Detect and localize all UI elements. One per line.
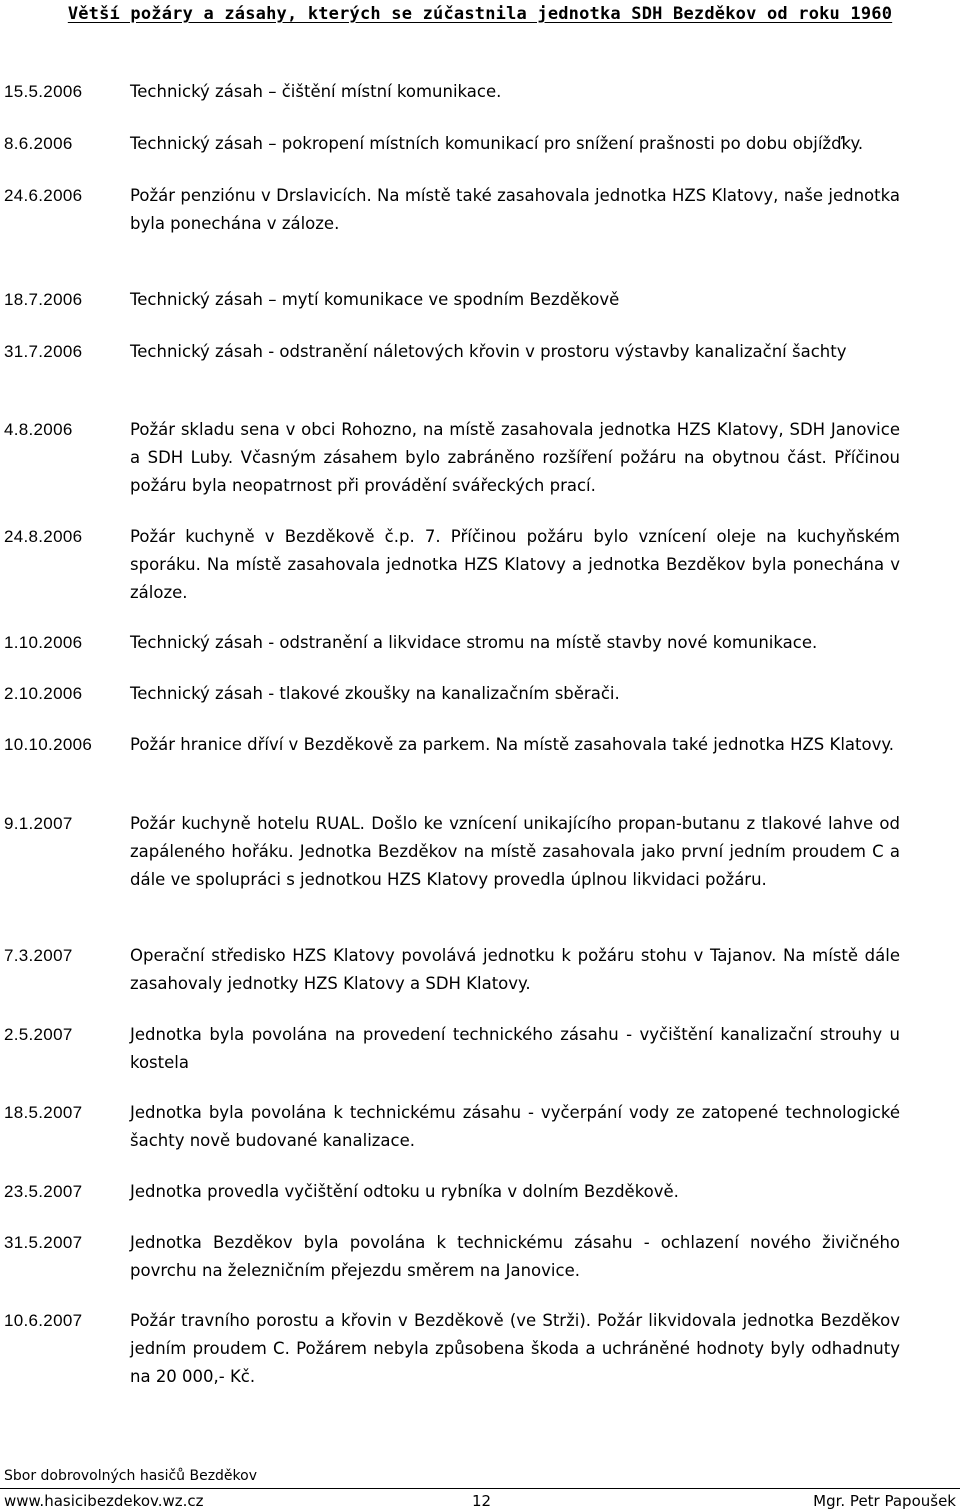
incident-description: Požár travního porostu a křovin v Bezděkově (ve Strži). Požár likvidovala jednotka Bezděkov jedním proudem C. Požárem nebyla způsobena škoda a uchráněné hodnoty byly odhadnuty na 20 000,- Kč.	[130, 1311, 900, 1386]
footer-website-link[interactable]: www.hasicibezdekov.wz.cz	[4, 1492, 204, 1510]
incident-date: 24.8.2006	[4, 527, 83, 546]
incident-description: Technický zásah - tlakové zkoušky na kanalizačním sběrači.	[130, 684, 620, 703]
incident-date: 9.1.2007	[4, 814, 73, 833]
incident-description: Požár skladu sena v obci Rohozno, na místě zasahovala jednotka HZS Klatovy, SDH Janovice a SDH Luby. Včasným zásahem bylo zabráněno rozšíření požáru na obytnou část. Příčinou požáru byla neopatrnost při provádění svářeckých prací.	[130, 420, 900, 495]
incident-date: 2.5.2007	[4, 1025, 73, 1044]
incident-date: 31.7.2006	[4, 342, 83, 361]
incident-description: Požár hranice dříví v Bezděkově za parkem. Na místě zasahovala také jednotka HZS Klatovy.	[130, 735, 895, 754]
page-footer	[0, 1466, 960, 1512]
incident-date: 31.5.2007	[4, 1233, 83, 1252]
incident-date: 23.5.2007	[4, 1182, 83, 1201]
incident-date: 8.6.2006	[4, 134, 73, 153]
incident-description: Jednotka byla povolána na provedení technického zásahu - vyčištění kanalizační strouhy u kostela	[130, 1025, 900, 1072]
incident-description: Jednotka byla povolána k technickému zásahu - vyčerpání vody ze zatopené technologické šachty nově budované kanalizace.	[130, 1103, 900, 1150]
incident-description: Technický zásah - odstranění a likvidace stromu na místě stavby nové komunikace.	[130, 633, 818, 652]
page-header	[0, 0, 960, 34]
incident-date: 10.6.2007	[4, 1311, 83, 1330]
incident-description: Požár kuchyně hotelu RUAL. Došlo ke vznícení unikajícího propan-butanu z tlakové lahve od zapáleného hořáku. Jednotka Bezděkov na místě zasahovala jako první jedním proudem C a dále ve spolupráci s jednotkou HZS Klatovy provedla úplnou likvidaci požáru.	[130, 814, 900, 889]
footer-author: Mgr. Petr Papoušek	[813, 1492, 956, 1510]
incident-description: Technický zásah – pokropení místních komunikací pro snížení prašnosti po dobu objížďky.	[130, 134, 864, 153]
page-number: 12	[472, 1492, 492, 1510]
incident-description: Jednotka provedla vyčištění odtoku u rybníka v dolním Bezděkově.	[130, 1182, 679, 1201]
footer-organization: Sbor dobrovolných hasičů Bezděkov	[4, 1468, 257, 1484]
footer-divider	[0, 1488, 960, 1489]
incident-date: 18.7.2006	[4, 290, 83, 309]
document-title: Větší požáry a zásahy, kterých se zúčastnila jednotka SDH Bezděkov od roku 1960	[67, 4, 893, 24]
incident-description: Technický zásah – čištění místní komunikace.	[130, 82, 502, 101]
incident-date: 18.5.2007	[4, 1103, 83, 1122]
incident-date: 10.10.2006	[4, 735, 93, 754]
incident-date: 15.5.2006	[4, 82, 83, 101]
incident-date: 4.8.2006	[4, 420, 73, 439]
incident-description: Požár penziónu v Drslavicích. Na místě také zasahovala jednotka HZS Klatovy, naše jednotka byla ponechána v záloze.	[130, 186, 900, 233]
incident-description: Jednotka Bezděkov byla povolána k technickému zásahu - ochlazení nového živičného povrchu na železničním přejezdu směrem na Janovice.	[130, 1233, 900, 1280]
incident-date: 24.6.2006	[4, 186, 83, 205]
incident-date: 2.10.2006	[4, 684, 83, 703]
incident-description: Technický zásah - odstranění náletových křovin v prostoru výstavby kanalizační šachty	[130, 342, 847, 361]
incident-description: Požár kuchyně v Bezděkově č.p. 7. Příčinou požáru bylo vznícení oleje na kuchyňském sporáku. Na místě zasahovala jednotka HZS Klatovy a jednotka Bezděkov byla ponechána v záloze.	[130, 527, 900, 602]
incident-date: 7.3.2007	[4, 946, 73, 965]
incident-description: Operační středisko HZS Klatovy povolává jednotku k požáru stohu v Tajanov. Na místě dále zasahovaly jednotky HZS Klatovy a SDH Klatovy.	[130, 946, 900, 993]
incident-date: 1.10.2006	[4, 633, 83, 652]
incident-description: Technický zásah – mytí komunikace ve spodním Bezděkově	[130, 290, 620, 309]
